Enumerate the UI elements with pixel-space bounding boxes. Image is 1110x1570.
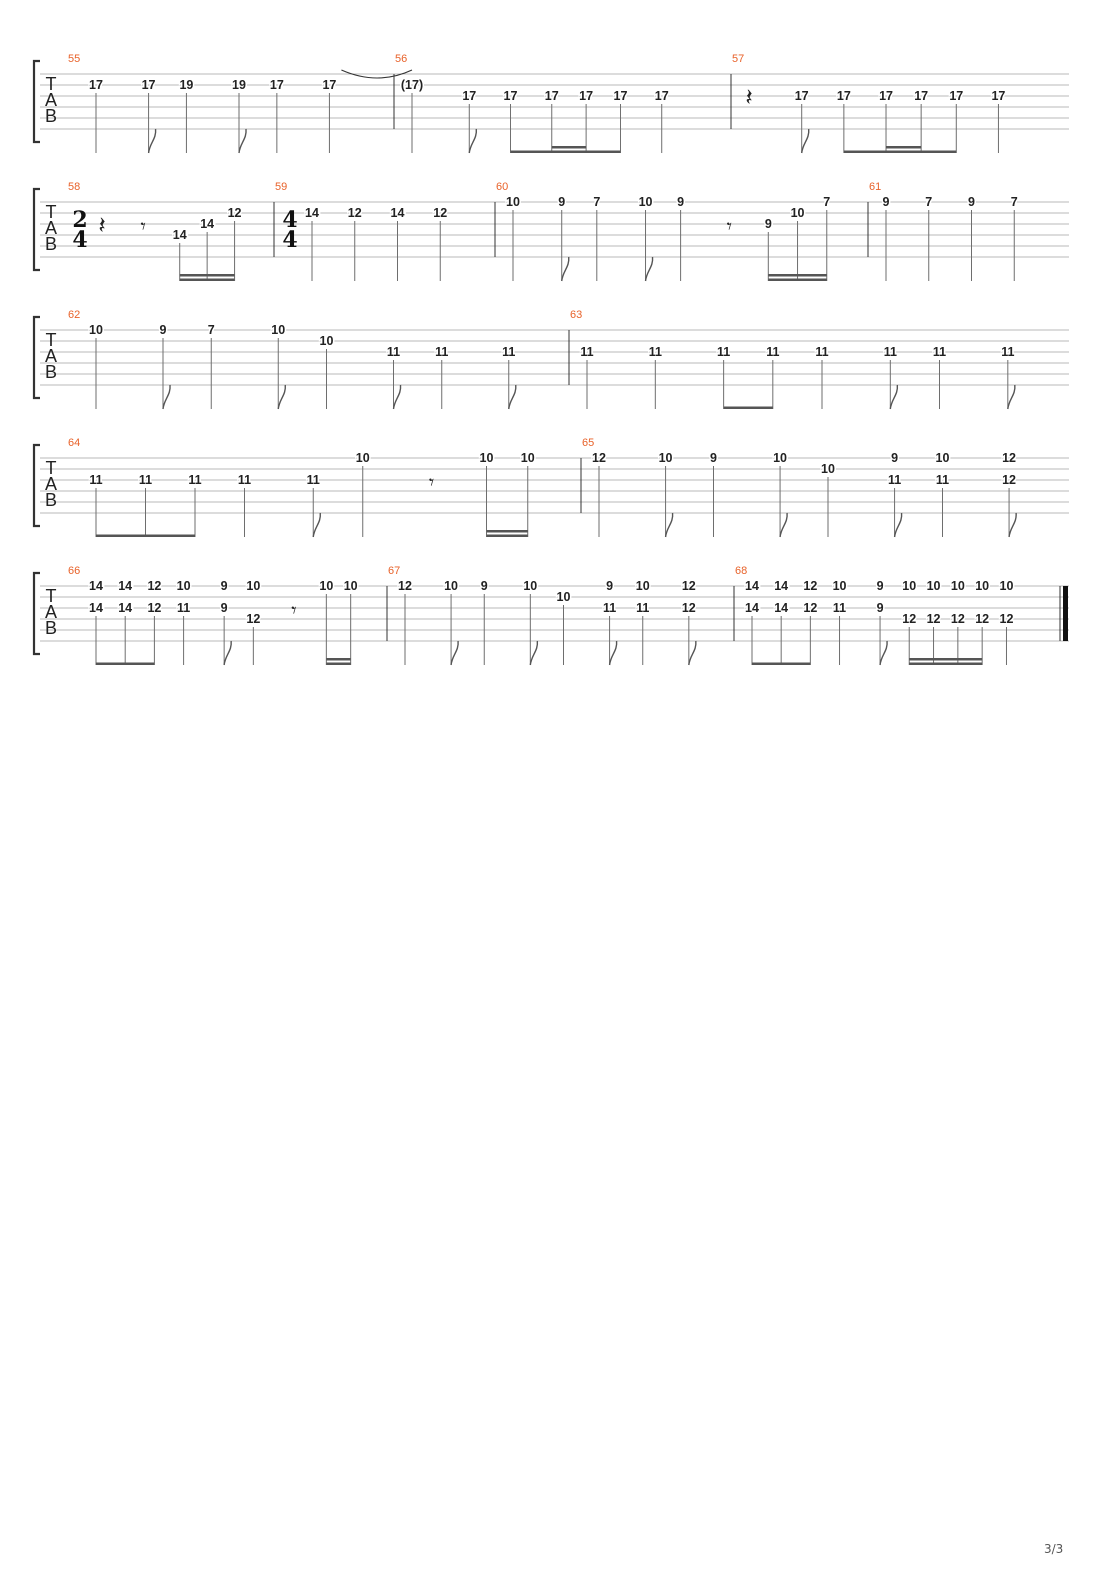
tab-clef-letter: B [44, 362, 58, 382]
tab-clef-letter: B [44, 490, 58, 510]
staff-system [34, 181, 1069, 281]
eighth-flag [880, 641, 887, 665]
fret-number: 12 [950, 612, 965, 626]
measure [275, 181, 447, 281]
eighth-flag [895, 513, 902, 537]
fret-number: 9 [764, 217, 772, 231]
fret-number: 17 [141, 78, 156, 92]
fret-number: 12 [227, 206, 242, 220]
system-bracket [34, 189, 40, 270]
measure-number: 55 [68, 53, 81, 65]
fret-number: 17 [462, 89, 477, 103]
eighth-rest: 𝄾 [428, 470, 435, 494]
eighth-flag [163, 385, 170, 409]
fret-number: 17 [654, 89, 669, 103]
fret-number: 11 [648, 345, 662, 359]
fret-number: 9 [606, 579, 614, 593]
measure-number: 66 [68, 565, 81, 577]
fret-number: 14 [774, 579, 789, 593]
fret-number: 17 [949, 89, 964, 103]
fret-number: 11 [386, 345, 401, 359]
fret-number: 10 [556, 590, 571, 604]
fret-number: 11 [636, 601, 650, 615]
fret-number: 10 [935, 451, 950, 465]
measure [582, 437, 1016, 537]
time-signature-digit: 4 [282, 207, 298, 233]
secondary-beam [180, 274, 207, 277]
fret-number: 14 [774, 601, 789, 615]
beam [511, 151, 621, 154]
fret-number: 17 [794, 89, 809, 103]
measure [395, 53, 669, 153]
fret-number: 10 [821, 462, 835, 476]
eighth-flag [394, 385, 401, 409]
eighth-flag [469, 129, 476, 153]
measure [68, 53, 412, 153]
fret-number: 11 [176, 601, 191, 615]
fret-number: 10 [506, 195, 520, 209]
fret-number: 12 [1002, 473, 1017, 487]
fret-number: 10 [635, 579, 650, 593]
staff-system [34, 53, 1069, 153]
eighth-rest: 𝄾 [726, 214, 732, 238]
secondary-beam [909, 658, 933, 661]
fret-number: 19 [232, 78, 246, 92]
fret-number: 14 [89, 601, 103, 615]
fret-number: 10 [271, 323, 286, 337]
fret-number: 9 [220, 601, 228, 615]
fret-number: 12 [803, 601, 818, 615]
fret-number: 11 [883, 345, 897, 359]
eighth-flag [451, 641, 458, 665]
fret-number: 17 [322, 78, 337, 92]
fret-number: 17 [613, 89, 628, 103]
fret-number: 14 [200, 217, 215, 231]
fret-number: 11 [306, 473, 320, 487]
eighth-flag [224, 641, 231, 665]
fret-number: 17 [914, 89, 929, 103]
fret-number: 10 [950, 579, 965, 593]
fret-number: 17 [836, 89, 851, 103]
fret-number: 10 [319, 579, 334, 593]
tab-clef-letter: A [44, 90, 58, 110]
measure-number: 58 [68, 181, 81, 193]
tab-clef-letter: A [44, 602, 58, 622]
fret-number: 10 [975, 579, 990, 593]
secondary-beam [487, 530, 528, 533]
secondary-beam [552, 146, 586, 149]
final-bar-thick [1063, 586, 1068, 641]
fret-number: 9 [220, 579, 228, 593]
fret-number: 10 [773, 451, 788, 465]
fret-number: 12 [975, 612, 990, 626]
fret-number: 12 [803, 579, 818, 593]
fret-number: 12 [347, 206, 362, 220]
measure [735, 565, 1068, 665]
eighth-flag [509, 385, 516, 409]
eighth-flag [689, 641, 696, 665]
fret-number: 12 [398, 579, 412, 593]
measure [68, 437, 535, 537]
fret-number: 9 [876, 601, 884, 615]
fret-number: 10 [520, 451, 535, 465]
tab-clef-letter: T [45, 330, 57, 350]
fret-number: 14 [390, 206, 405, 220]
fret-number: 14 [118, 601, 133, 615]
tab-clef-letter: B [44, 106, 58, 126]
tab-clef-letter: A [44, 218, 58, 238]
beam [96, 535, 195, 538]
fret-number: 17 [579, 89, 594, 103]
fret-number: 11 [832, 601, 847, 615]
secondary-beam [798, 274, 827, 277]
eighth-flag [1008, 385, 1015, 409]
measure [869, 181, 1018, 281]
tab-clef-letter: T [45, 74, 57, 94]
secondary-beam [768, 274, 797, 277]
eighth-flag [149, 129, 156, 153]
measure-number: 68 [735, 565, 748, 577]
staff-system [34, 437, 1069, 537]
fret-number: 12 [433, 206, 448, 220]
beam [844, 151, 956, 154]
beam [487, 535, 528, 538]
fret-number: 11 [815, 345, 829, 359]
tab-clef-letter: T [45, 202, 57, 222]
secondary-beam [207, 274, 234, 277]
fret-number: 11 [188, 473, 202, 487]
measure [68, 565, 358, 665]
fret-number: 11 [502, 345, 516, 359]
eighth-flag [562, 257, 569, 281]
measure-number: 60 [496, 181, 509, 193]
fret-number: 12 [246, 612, 261, 626]
fret-number: 7 [207, 323, 215, 337]
secondary-beam [326, 658, 350, 661]
measure-number: 56 [395, 53, 408, 65]
fret-number: 9 [480, 579, 488, 593]
fret-number: 12 [902, 612, 917, 626]
measure-number: 57 [732, 53, 745, 65]
eighth-flag [610, 641, 617, 665]
time-signature-digit: 4 [72, 227, 88, 253]
fret-number: 10 [355, 451, 370, 465]
tab-clef-letter: T [45, 586, 57, 606]
measure-number: 64 [68, 437, 81, 449]
fret-number: 9 [159, 323, 167, 337]
fret-number: 11 [932, 345, 947, 359]
beam [326, 663, 350, 666]
measure [570, 309, 1015, 409]
time-signature-digit: 4 [282, 227, 298, 253]
fret-number: 12 [1002, 451, 1017, 465]
eighth-flag [239, 129, 246, 153]
system-bracket [34, 573, 40, 654]
fret-number: 11 [935, 473, 950, 487]
fret-number: 11 [1001, 345, 1015, 359]
fret-number: 10 [902, 579, 917, 593]
secondary-beam [886, 146, 921, 149]
fret-number: 12 [681, 601, 696, 615]
eighth-flag [890, 385, 897, 409]
measure-number: 61 [869, 181, 882, 193]
tab-clef-letter: B [44, 618, 58, 638]
fret-number: 10 [999, 579, 1014, 593]
fret-number: 10 [523, 579, 538, 593]
eighth-flag [313, 513, 320, 537]
fret-number: 9 [677, 195, 685, 209]
measure-number: 62 [68, 309, 81, 321]
tab-clef-letter: A [44, 474, 58, 494]
tab-clef-letter: A [44, 346, 58, 366]
fret-number: 7 [1010, 195, 1018, 209]
tab-clef-letter: T [45, 458, 57, 478]
beam [768, 279, 826, 282]
measure [732, 53, 1005, 153]
fret-number: 10 [444, 579, 459, 593]
fret-number: (17) [400, 78, 424, 92]
beam [752, 663, 810, 666]
fret-number: 17 [991, 89, 1006, 103]
fret-number: 10 [246, 579, 261, 593]
fret-number: 10 [479, 451, 494, 465]
measure-number: 63 [570, 309, 583, 321]
eighth-flag [278, 385, 285, 409]
staff-system [34, 565, 1069, 665]
fret-number: 17 [89, 78, 103, 92]
fret-number: 10 [89, 323, 103, 337]
fret-number: 19 [179, 78, 194, 92]
fret-number: 7 [823, 195, 831, 209]
fret-number: 9 [968, 195, 975, 209]
fret-number: 11 [887, 473, 902, 487]
measure [68, 309, 516, 409]
fret-number: 9 [710, 451, 717, 465]
quarter-rest: 𝄽 [98, 211, 106, 239]
eighth-rest: 𝄾 [291, 598, 297, 622]
eighth-flag [666, 513, 673, 537]
eighth-flag [646, 257, 653, 281]
fret-number: 9 [876, 579, 884, 593]
secondary-beam [958, 658, 982, 661]
fret-number: 10 [176, 579, 191, 593]
fret-number: 10 [343, 579, 358, 593]
measure [68, 181, 242, 281]
fret-number: 12 [681, 579, 696, 593]
fret-number: 11 [717, 345, 731, 359]
measure [496, 181, 830, 281]
fret-number: 17 [879, 89, 893, 103]
measure-number: 59 [275, 181, 288, 193]
page-number: 3/3 [1044, 1542, 1064, 1556]
fret-number: 10 [926, 579, 941, 593]
fret-number: 11 [89, 473, 103, 487]
eighth-flag [802, 129, 809, 153]
fret-number: 17 [269, 78, 284, 92]
fret-number: 14 [745, 601, 759, 615]
eighth-rest: 𝄾 [140, 214, 146, 238]
beam [909, 663, 982, 666]
system-bracket [34, 317, 40, 398]
fret-number: 10 [790, 206, 805, 220]
quarter-rest: 𝄽 [745, 83, 753, 111]
system-bracket [34, 61, 40, 142]
eighth-flag [1009, 513, 1016, 537]
fret-number: 12 [147, 579, 162, 593]
fret-number: 10 [319, 334, 334, 348]
fret-number: 12 [926, 612, 941, 626]
measure-number: 65 [582, 437, 595, 449]
fret-number: 11 [602, 601, 617, 615]
fret-number: 11 [138, 473, 153, 487]
eighth-flag [530, 641, 537, 665]
fret-number: 14 [172, 228, 187, 242]
fret-number: 17 [544, 89, 559, 103]
fret-number: 14 [89, 579, 103, 593]
fret-number: 11 [435, 345, 449, 359]
fret-number: 10 [832, 579, 847, 593]
eighth-flag [780, 513, 787, 537]
fret-number: 12 [147, 601, 162, 615]
fret-number: 14 [118, 579, 133, 593]
fret-number: 10 [658, 451, 673, 465]
beam [96, 663, 154, 666]
beam [180, 279, 235, 282]
fret-number: 11 [580, 345, 594, 359]
measure [388, 565, 696, 665]
fret-number: 14 [745, 579, 759, 593]
fret-number: 9 [558, 195, 566, 209]
fret-number: 7 [925, 195, 933, 209]
measure-number: 67 [388, 565, 401, 577]
fret-number: 9 [891, 451, 899, 465]
fret-number: 11 [766, 345, 780, 359]
tab-clef-letter: B [44, 234, 58, 254]
fret-number: 7 [593, 195, 601, 209]
system-bracket [34, 445, 40, 526]
beam [724, 407, 773, 410]
fret-number: 9 [882, 195, 890, 209]
fret-number: 17 [503, 89, 518, 103]
fret-number: 12 [592, 451, 606, 465]
fret-number: 12 [999, 612, 1014, 626]
fret-number: 14 [305, 206, 319, 220]
secondary-beam [934, 658, 958, 661]
fret-number: 10 [638, 195, 653, 209]
time-signature-digit: 2 [72, 207, 88, 233]
staff-system [34, 309, 1069, 409]
fret-number: 11 [237, 473, 252, 487]
